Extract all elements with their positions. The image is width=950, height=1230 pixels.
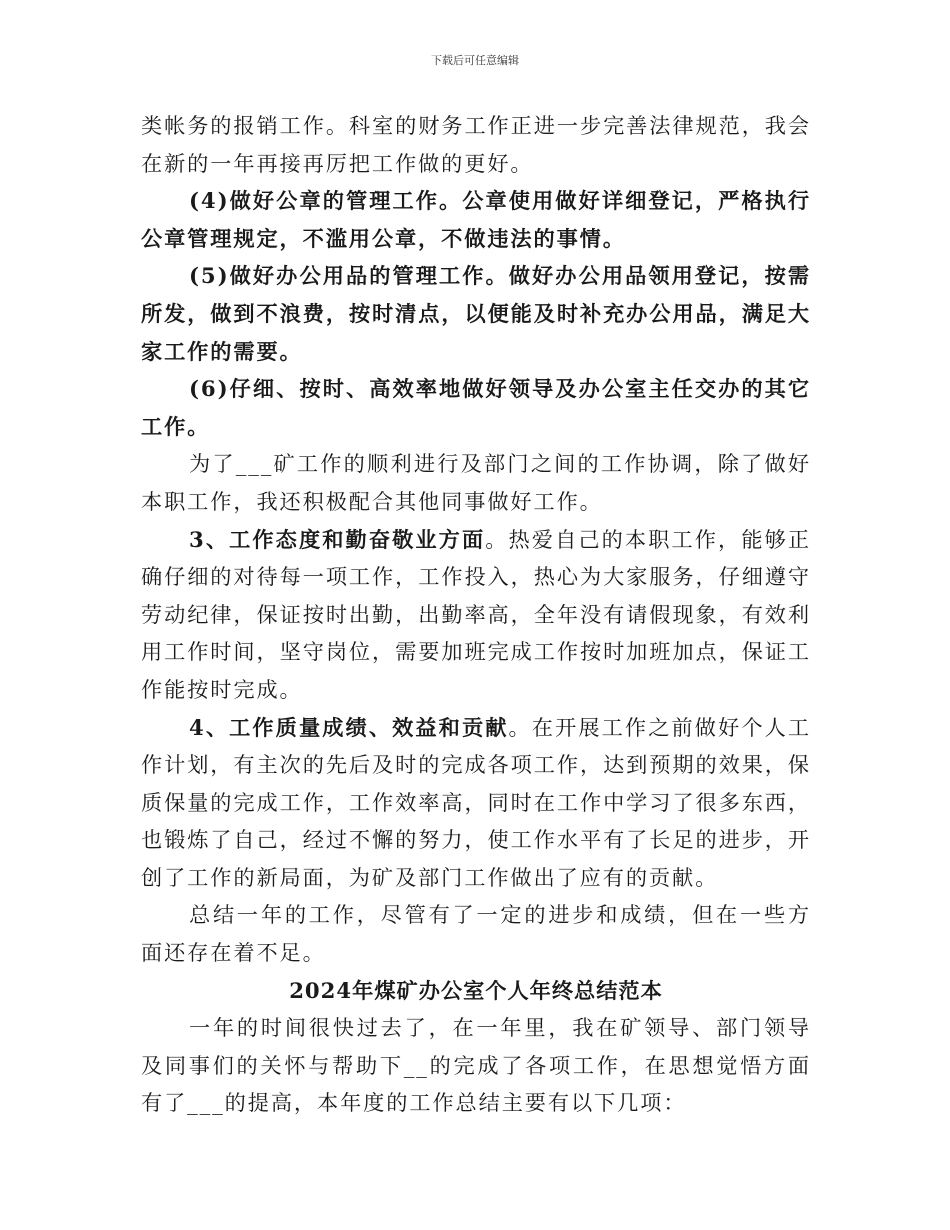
- section-4-heading: 4、工作质量成绩、效益和贡献: [189, 714, 509, 740]
- paragraph-section-3: [141, 521, 811, 709]
- paragraph-item-4: (4)做好公章的管理工作。公章使用做好详细登记，严格执行公章管理规定，不滥用公章，不做违法的事情。: [141, 188, 811, 251]
- section-title: 2024年煤矿办公室个人年终总结范本: [289, 977, 663, 1003]
- paragraph-cooperation: 为了___矿工作的顺利进行及部门之间的工作协调，除了做好本职工作，我还积极配合其他同事做好工作。: [141, 451, 811, 514]
- paragraph-section-4: [141, 709, 811, 897]
- page-header: 下载后可任意编辑: [431, 54, 519, 67]
- paragraph-item-6: (6)仔细、按时、高效率地做好领导及办公室主任交办的其它工作。: [141, 376, 811, 439]
- paragraph-intro: 一年的时间很快过去了，在一年里，我在矿领导、部门领导及同事们的关怀与帮助下__的完成了各项工作，在思想觉悟方面有了___的提高，本年度的工作总结主要有以下几项：: [141, 1015, 811, 1116]
- document-body: [141, 107, 811, 1122]
- section-4-text: 。在开展工作之前做好个人工作计划，有主次的先后及时的完成各项工作，达到预期的效果，保质保量的完成工作，工作效率高，同时在工作中学习了很多东西，也锻炼了自己，经过不懈的努力，使工作水平有了长足的进步，开创了工作的新局面，为矿及部门工作做出了应有的贡献。: [141, 714, 811, 890]
- paragraph-continuation: 类帐务的报销工作。科室的财务工作正进一步完善法律规范，我会在新的一年再接再厉把工作做的更好。: [141, 113, 811, 176]
- paragraph-item-5: (5)做好办公用品的管理工作。做好办公用品领用登记，按需所发，做到不浪费，按时清点，以便能及时补充办公用品，满足大家工作的需要。: [141, 263, 811, 364]
- paragraph-summary: 总结一年的工作，尽管有了一定的进步和成绩，但在一些方面还存在着不足。: [141, 902, 811, 966]
- section-3-heading: 3、工作态度和勤奋敬业方面: [189, 526, 486, 552]
- section-3-text: 。热爱自己的本职工作，能够正确仔细的对待每一项工作，工作投入，热心为大家服务，仔细遵守劳动纪律，保证按时出勤，出勤率高，全年没有请假现象，有效利用工作时间，坚守岗位，需要加班完成工作按时加班加点，保证工作能按时完成。: [141, 526, 811, 702]
